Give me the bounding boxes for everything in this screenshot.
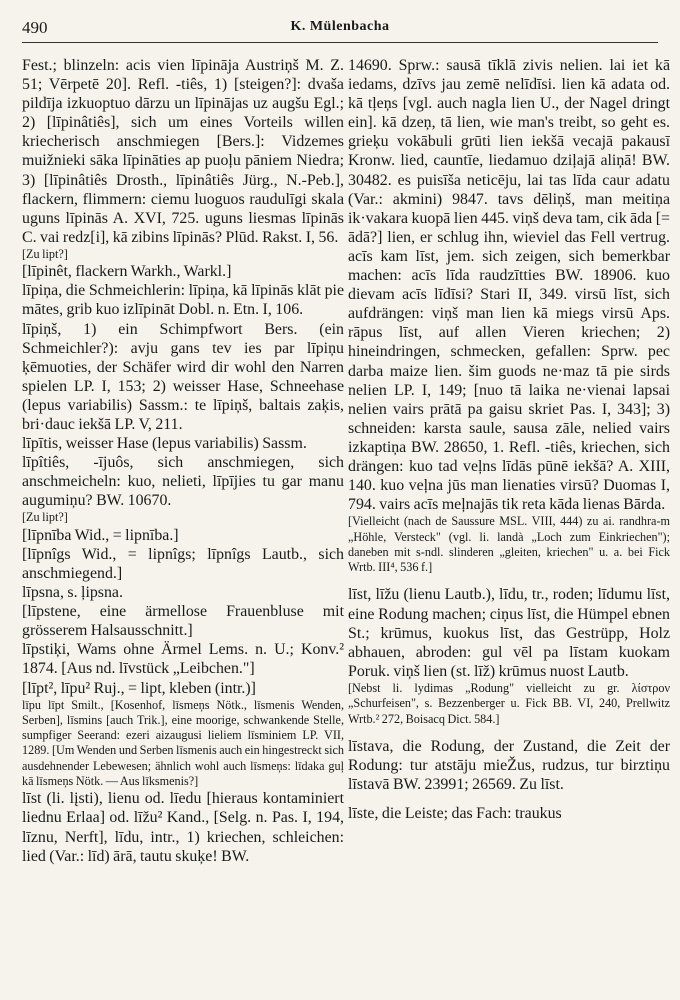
dictionary-entry: līst, līžu (lienu Lautb.), līdu, tr., roden; līdumu līst, eine Rodung machen; ciņus līst, die Hümpel ebnen St.; krūmus, kuokus līst, das Gestrüpp, Holz abhauen, abroden: gul vēl pa līstam kuokam Poruk. viņš lien (st. līž) krūmus nuost Lautb. <box>348 586 670 680</box>
dictionary-entry: līst (li. lįsti), lienu od. līedu [hieraus kontaminiert liednu Erlaa] od. līžu² Kand., [Selg. n. Pas. I, 194, līznu, Nerft], līdu, intr., 1) kriechen, schleichen: lied (Var.: līd) ārā, tautu skuķe! BW. <box>22 790 344 865</box>
page-header <box>22 18 658 43</box>
dictionary-entry: 14690. Sprw.: sausā tīklā zivis nelien. lai iet kā iedams, dzīvs jau zemē nelīdīsi. lien kā adata od. kā tļeņs [vgl. auch nagla lien U., der Nagel dringt ein]. kā dzeņ, tā lien, wie man's treibt, so geht es. grieķu vokābuli grūti lien iekšā vecajā pakausī Kronw. lied, cauntīe, liedamuo dziļajā aliņā! BW. 30482. es puisīša neticēju, lai tas līda caur adatu (Var.: akmini) 9847. tavs dēliņš, man meitiņa ik·vakara kuopā lien 445. viņš deva tam, cik āda [= ādā?] lien, er schlug ihn, wieviel das Fell vertrug. acīs kam līst, jem. sich zeigen, sich bemerkbar machen: acīs līda raudzītties BW. 18906. kuo dievam acīs līdīsi? Stari II, 349. virsū līst, sich aufdrängen: viņš man lien kā miegs virsū Aps. rāpus līst, auf allen Vieren kriechen; 2) hineindringen, schmecken, gefallen: Sprw. pec darba maize lien. šim guods ne·maz tā pie sirds nelien LP. I, 149; [nuo tā laika ne·vienai lapsai nelien vairs prātā pa gaisu skriet Pas. I, 343]; 3) schneiden: karsta saule, sausa zāle, nelied vairs izkaptiņa BW. 28650, 1. Refl. -tiês, kriechen, sich drängen: kuo tad veļns līdās pūnē iekšā? A. XIII, 140. kuo veļna jūs man lienaties virsū? Duomas I, 794. vairs acīs meļnajās tik reta kāda lienas Bārda. <box>348 57 670 514</box>
dictionary-entry: līpsna, s. ļipsna. <box>22 584 123 602</box>
dictionary-entry: līpstiķi, Wams ohne Ärmel Lems. n. U.; Konv.² 1874. [Aus nd. līvstück „Leibchen."] <box>22 641 344 678</box>
left-column <box>22 56 344 988</box>
page-number: 490 <box>22 18 48 37</box>
dictionary-entry: līpîtiês, -ījuôs, sich anschmiegen, sich anschmeicheln: kuo, nelieti, līpījies tu gar manu augumiņu? BW. 10670. <box>22 454 344 510</box>
dictionary-entry: līste, die Leiste; das Fach: traukus <box>348 805 562 823</box>
dictionary-entry: līpiņa, die Schmeichlerin: līpiņa, kā līpinās klāt pie mātes, grib kuo izlīpināt Dobl. n. Etn. I, 106. <box>22 282 344 319</box>
dictionary-entry: [līpinêt, flackern Warkh., Warkl.] <box>22 263 232 281</box>
running-head: K. Mülenbacha <box>290 19 390 34</box>
dictionary-entry: [Zu lipt?] <box>22 510 68 525</box>
dictionary-entry: līstava, die Rodung, der Zustand, die Zeit der Rodung: tur atstāju mieŽus, rudzus, tur birztiņu līstavā BW. 23991; 26569. Zu līst. <box>348 737 670 793</box>
dictionary-entry: [Nebst li. lydimas „Rodung" vielleicht zu gr. λίστρον „Schurfeisen", s. Bezzenberger u. Fick BB. VI, 240, Prellwitz Wrtb.² 272, Boisacq Dict. 584.] <box>348 680 670 726</box>
right-column <box>348 56 670 988</box>
dictionary-entry: [līpnība Wid., = lipnība.] <box>22 526 179 544</box>
dictionary-entry: [Vielleicht (nach de Saussure MSL. VIII, 444) zu ai. randhra-m „Höhle, Versteck" (vgl. li. landà „Loch zum Einkriechen"); daneben mit s-ndl. slinderen „gleiten, kriechen" u. a. bei Fick Wrtb. III⁴, 536 f.] <box>348 514 670 575</box>
dictionary-entry: [Zu lipt?] <box>22 246 68 261</box>
dictionary-entry: Fest.; blinzeln: acis vien līpināja Austriņš M. Z. 51; Vērpetē 20]. Refl. -tiês, 1) [steigen?]: dvaša pildīja izkuoptuo dārzu un līpinājas uz augšu Egl.; 2) [līpinâtiês], sich um eines Vorteils willen kriecherisch anschmiegen [Bers.]: Vidzemes muižnieki sāka līpināties ap puoļu pāniem Niedra; 3) [līpinâtiês Drosth., līpinâtiês Jürg., N.-Peb.], flackern, flimmern: ciemu luoguos raudulīgi skala uguns līpinās A. XVI, 725. uguns liesmas līpinās C. vai redz[i], kā zibins līpinās? Plūd. Rakst. I, 56. <box>22 57 344 246</box>
dictionary-entry: [līpt², līpu² Ruj., = lipt, kleben (intr.)] <box>22 679 256 697</box>
dictionary-entry: [līpstene, eine ärmellose Frauenbluse mit grösserem Halsausschnitt.] <box>22 603 344 640</box>
dictionary-entry: līpu līpt Smilt., [Kosenhof, līsmeņs Nötk., līsmenis Wenden, Serben], līsmins [auch Trik.], eine moorige, schwankende Stelle, sumpfiger Seerand: ezeri aizaugusi lieliem līsminiem LP. VII, 1289. [Um Wenden und Serben līsmenis auch ein hingestreckt sich ausdehnender Lebewesen; ähnlich wohl auch līsmeņs: līdaka guļ kā līsmeņs Nötk. — Aus līksmenis?] <box>22 697 344 789</box>
dictionary-entry: līpītis, weisser Hase (lepus variabilis) Sassm. <box>22 435 307 453</box>
dictionary-entry: līpiņš, 1) ein Schimpfwort Bers. (ein Schmeichler?): avju gans tev ies par līpiņu ķēmuoties, der Schäfer wird dir wohl den Narren spielen LP. I, 153; 2) weisser Hase, Schneehase (lepus variabilis) Sassm.: te līpiņš, baltais zaķis, bri·dauc iekšā LP. V, 211. <box>22 320 344 433</box>
dictionary-entry: [līpnîgs Wid., = lipnîgs; līpnîgs Lautb., sich anschmiegend.] <box>22 545 344 582</box>
